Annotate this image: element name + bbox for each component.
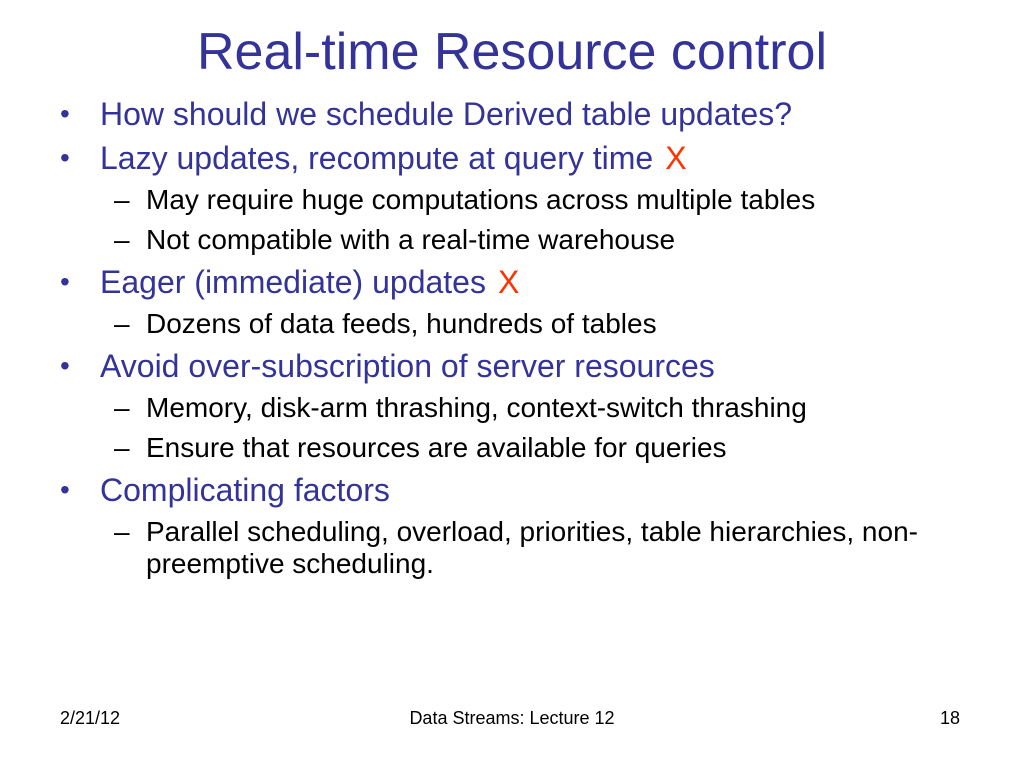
sub-bullet-item <box>56 308 996 340</box>
bullet-text: Avoid over-subscription of server resources <box>100 348 715 384</box>
cross-mark: X <box>497 264 520 300</box>
bullet-item <box>56 472 996 508</box>
cross-mark: X <box>665 140 687 176</box>
bullet-text: Lazy updates, recompute at query time <box>100 140 654 176</box>
dash-icon: – <box>114 392 130 423</box>
sub-bullet-item <box>56 516 996 580</box>
footer-date: 2/21/12 <box>60 708 121 728</box>
sub-bullet-text: May require huge computations across multiple tables <box>146 184 816 215</box>
slide-body <box>56 96 996 580</box>
bullet-icon: • <box>60 350 70 381</box>
bullet-item <box>56 96 996 132</box>
sub-bullet-text: Not compatible with a real-time warehouse <box>146 224 676 255</box>
bullet-icon: • <box>60 142 70 173</box>
dash-icon: – <box>114 308 130 339</box>
sub-bullet-item <box>56 224 996 256</box>
slide-number: 18 <box>939 708 960 728</box>
dash-icon: – <box>114 432 130 463</box>
bullet-text: Complicating factors <box>100 472 390 508</box>
bullet-icon: • <box>60 474 70 505</box>
bullet-item <box>56 140 996 176</box>
sub-bullet-text: Parallel scheduling, overload, priorities, table hierarchies, non-preemptive scheduling. <box>146 516 918 579</box>
slide-title: Real-time Resource control <box>196 23 828 81</box>
footer-title: Data Streams: Lecture 12 <box>409 708 615 728</box>
sub-bullet-text: Ensure that resources are available for queries <box>146 432 727 463</box>
sub-bullet-item <box>56 392 996 424</box>
bullet-text: How should we schedule Derived table updates? <box>100 96 792 132</box>
bullet-item <box>56 348 996 384</box>
sub-bullet-text: Memory, disk-arm thrashing, context-switch thrashing <box>146 392 807 423</box>
sub-bullet-item <box>56 184 996 216</box>
dash-icon: – <box>114 516 130 547</box>
sub-bullet-item <box>56 432 996 464</box>
bullet-text: Eager (immediate) updates <box>100 264 486 300</box>
bullet-item <box>56 264 996 300</box>
dash-icon: – <box>114 184 130 215</box>
dash-icon: – <box>114 224 130 255</box>
bullet-icon: • <box>60 266 70 297</box>
bullet-icon: • <box>60 98 70 129</box>
sub-bullet-text: Dozens of data feeds, hundreds of tables <box>146 308 657 339</box>
